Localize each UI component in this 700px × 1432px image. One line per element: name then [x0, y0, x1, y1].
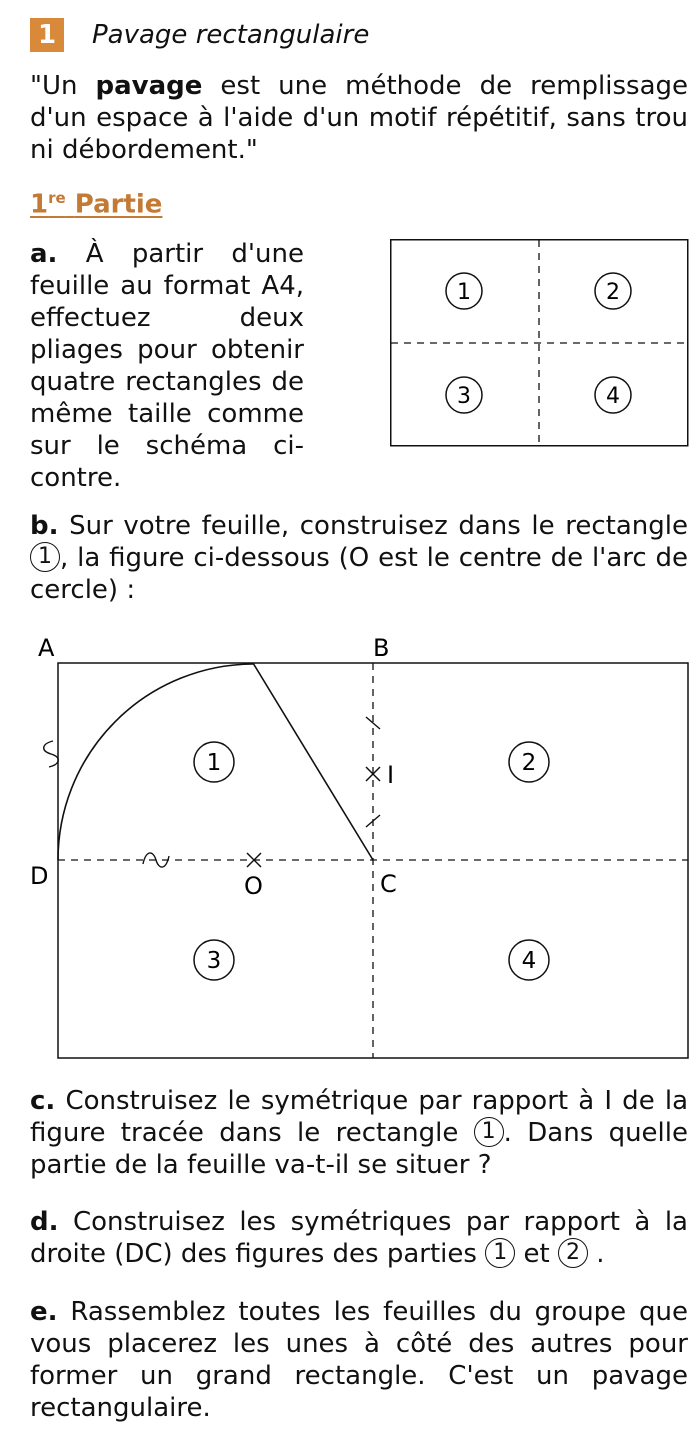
circled-number: 1	[485, 1238, 515, 1268]
circled-number: 1	[30, 542, 60, 572]
circled-number: 1	[474, 1117, 504, 1147]
label-B: B	[373, 634, 390, 662]
small-cell-3	[446, 377, 482, 413]
question-c: c. Construisez le symétrique par rapport à I de la figure tracée dans le rectangle 1 . Dans quelle partie de la feuille va-t-il se situer ?	[30, 1086, 689, 1180]
question-a: a. À partir d'une feuille au format A4, effectuez deux pliages pour obtenir quatre rectangles de même taille comme sur le schéma ci-contre.	[30, 239, 305, 493]
part-heading: 1re Partie	[30, 189, 163, 220]
folding-diagram	[390, 239, 690, 449]
svg-text:4: 4	[521, 948, 537, 974]
svg-text:3: 3	[206, 948, 222, 974]
label-D: D	[30, 862, 49, 890]
small-cell-4	[595, 377, 631, 413]
svg-text:3: 3	[457, 384, 471, 409]
label-A: A	[38, 634, 55, 662]
question-d: d. Construisez les symétriques par rapport à la droite (DC) des figures des parties 1 et 2 .	[30, 1207, 688, 1269]
circled-number: 2	[558, 1238, 588, 1268]
big-cell-2	[509, 742, 549, 782]
question-b: b. Sur votre feuille, construisez dans le rectangle 1 , la figure ci-dessous (O est le centre de l'arc de cercle) :	[30, 511, 689, 605]
arc	[58, 664, 253, 860]
big-cell-4	[509, 940, 549, 980]
segment	[253, 663, 373, 860]
construction-diagram	[0, 628, 700, 1068]
svg-text:1: 1	[457, 280, 471, 305]
label-O: O	[244, 872, 263, 900]
exercise-title: Pavage rectangulaire	[92, 20, 370, 50]
big-cell-3	[194, 940, 234, 980]
exercise-number: 1	[30, 18, 64, 52]
small-cell-2	[595, 273, 631, 309]
svg-text:1: 1	[206, 750, 222, 776]
definition-quote: "Un pavage est une méthode de remplissage d'un espace à l'aide d'un motif répétitif, sans trou ni débordement."	[30, 71, 689, 165]
svg-text:2: 2	[521, 750, 537, 776]
svg-text:4: 4	[606, 384, 620, 409]
small-cell-1	[446, 273, 482, 309]
label-C: C	[380, 870, 397, 898]
big-cell-1	[194, 742, 234, 782]
label-I: I	[387, 761, 395, 789]
svg-text:2: 2	[606, 280, 620, 305]
question-e: e. Rassemblez toutes les feuilles du groupe que vous placerez les unes à côté des autres pour former un grand rectangle. C'est un pavage rectangulaire.	[30, 1297, 688, 1423]
